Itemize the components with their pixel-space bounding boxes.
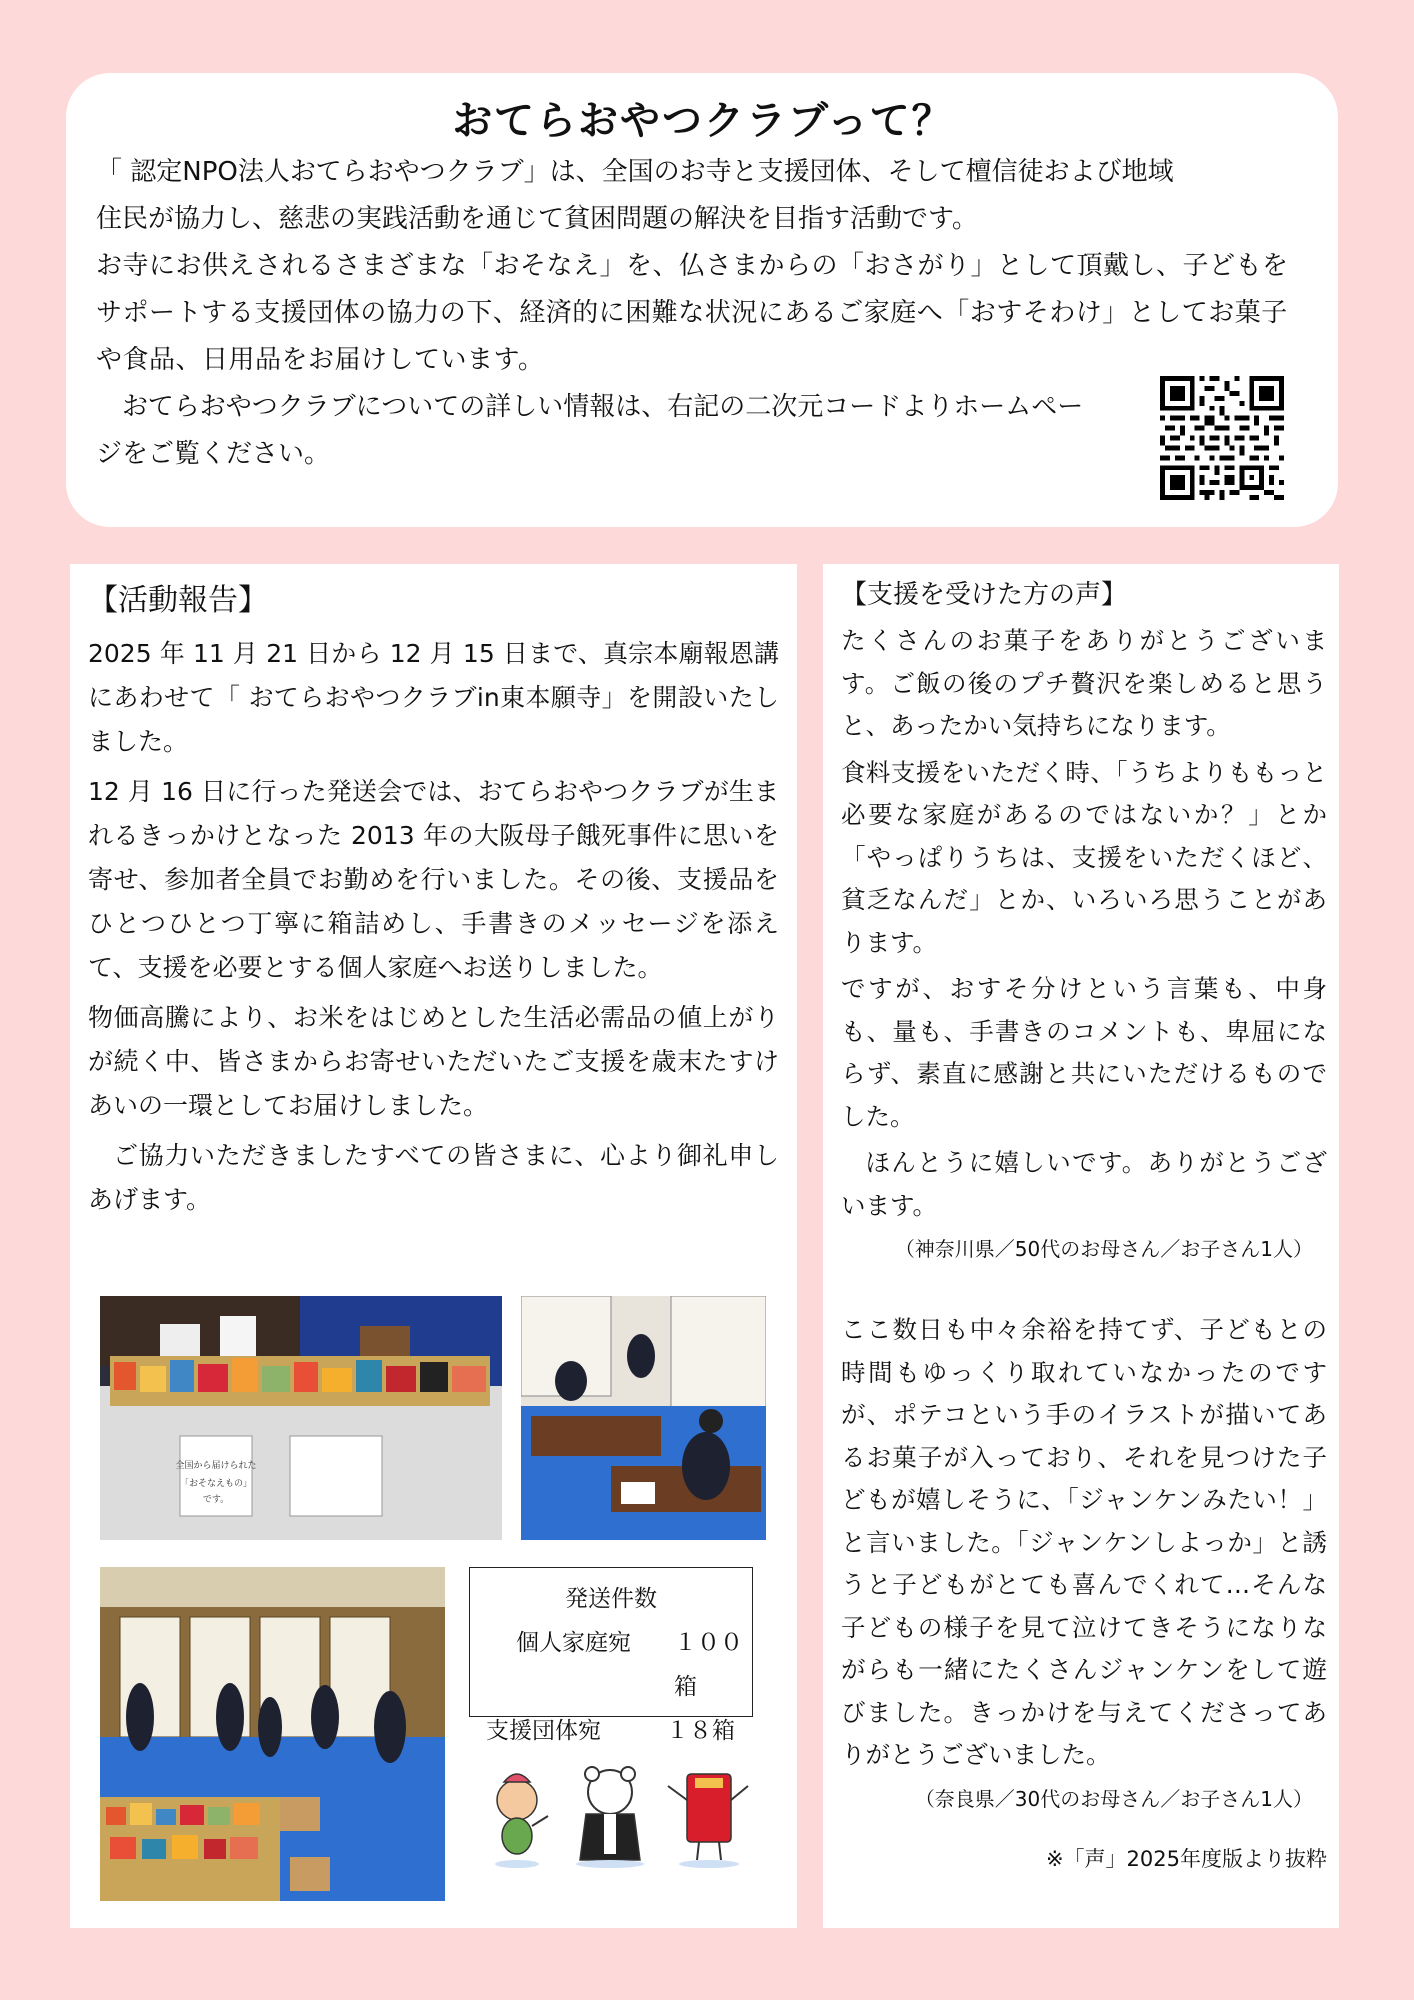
voice1-attribution: （神奈川県／50代のお母さん／お子さん1人）: [894, 1237, 1313, 1261]
svg-text:「おそなえもの」: 「おそなえもの」: [179, 1479, 253, 1489]
voice1-paragraph-1: たくさんのお菓子をありがとうございます。ご飯の後のプチ贅沢を楽しめると思うと、あったかい気持ちになります。: [841, 626, 1327, 740]
voice1-paragraph-2: 食料支援をいただく時、「うちよりももっと必要な家庭があるのではないか？」とか「やっぱりうちは、支援をいただくほど、貧乏なんだ」とか、いろいろ思うことがあります。: [841, 757, 1327, 957]
stats-title: 発送件数: [565, 1586, 657, 1612]
photo-packing-hall: [100, 1567, 445, 1901]
qr-code[interactable]: [1160, 376, 1284, 500]
voice1-paragraph-4: ほんとうに嬉しいです。ありがとうございます。: [841, 1148, 1327, 1220]
shipment-stats-box: [469, 1567, 753, 1744]
stats-label: 個人家庭宛: [516, 1630, 631, 1656]
intro-title: おてらおやつクラブって？: [452, 98, 954, 144]
report-paragraph-2: 12 月 16 日に行った発送会では、おてらおやつクラブが生まれるきっかけとなった 2013 年の大阪母子餓死事件に思いを寄せ、参加者全員でお勤めを行いました。その後、支援品をひとつひとつ丁寧に箱詰めし、手書きのメッセージを添えて、支援を必要とする個人家庭へお送りしました。: [88, 777, 779, 982]
stats-label: 支援団体宛: [486, 1718, 601, 1744]
voices-panel: [823, 564, 1339, 1928]
activity-report-heading: 【活動報告】: [88, 583, 268, 618]
intro-line-2: 住民が協力し、慈悲の実践活動を通じて貧困問題の解決を目指す活動です。: [96, 204, 978, 234]
mascot-baby-icon: [495, 1774, 548, 1868]
intro-box: [66, 73, 1338, 527]
stats-value: １００箱: [674, 1630, 743, 1700]
voice2-attribution: （奈良県／30代のお母さん／お子さん1人）: [914, 1786, 1313, 1811]
mascot-bear-icon: [576, 1767, 644, 1868]
intro-line-1: 「 認定NPO法人おてらおやつクラブ」は、全国のお寺と支援団体、そして檀信徒および地域: [96, 157, 1174, 187]
source-note: ※「声」2025年度版より抜粋: [1045, 1846, 1327, 1871]
stats-row-organizations: [470, 1709, 752, 1753]
voice2-paragraph: ここ数日も中々余裕を持てず、子どもとの時間もゆっくり取れていなかったのですが、ポテコという手のイラストが描いてあるお菓子が入っており、それを見つけた子どもが嬉しそうに、「ジャンケンみたい！」と言いました。「ジャンケンしよっか」と誘うと子どもがとても喜んでくれて…そんな子どもの様子を見て泣けてきそうになりながらも一緒にたくさんジャンケンをして遊びました。きっかけを与えてくださってありがとうございました。: [841, 1315, 1327, 1769]
intro-qr-text: おてらおやつクラブについての詳しい情報は、右記の二次元コードよりホームページをご覧ください。: [96, 392, 1084, 469]
voices-heading: 【支援を受けた方の声】: [841, 580, 1128, 610]
mascot-characters: [482, 1760, 752, 1870]
stats-row-households: [470, 1621, 752, 1709]
stats-value: １８箱: [666, 1718, 735, 1744]
mascot-box-icon: [668, 1774, 748, 1868]
photo-offerings-table: [100, 1296, 502, 1540]
voice1-paragraph-3: ですが、おすそ分けという言葉も、中身も、量も、手書きのコメントも、卑屈にならず、素直に感謝と共にいただけるものでした。: [841, 974, 1327, 1131]
intro-paragraph: お寺にお供えされるさまざまな「おそなえ」を、仏さまからの「おさがり」として頂戴し、子どもをサポートする支援団体の協力の下、経済的に困難な状況にあるご家庭へ「おすそわけ」としてお菓子や食品、日用品をお届けしています。: [96, 251, 1289, 375]
report-closing: ご協力いただきましたすべての皆さまに、心より御礼申しあげます。: [88, 1141, 779, 1214]
photo-writing-messages: [521, 1296, 766, 1540]
svg-text:全国から届けられた: 全国から届けられた: [175, 1461, 257, 1471]
svg-text:です。: です。: [202, 1495, 230, 1505]
report-paragraph-1: 2025 年 11 月 21 日から 12 月 15 日まで、真宗本廟報恩講にあわせて「 おてらおやつクラブin東本願寺」を開設いたしました。: [88, 639, 779, 756]
report-paragraph-3: 物価高騰により、お米をはじめとした生活必需品の値上がりが続く中、皆さまからお寄せいただいたご支援を歳末たすけあいの一環としてお届けしました。: [88, 1003, 779, 1120]
